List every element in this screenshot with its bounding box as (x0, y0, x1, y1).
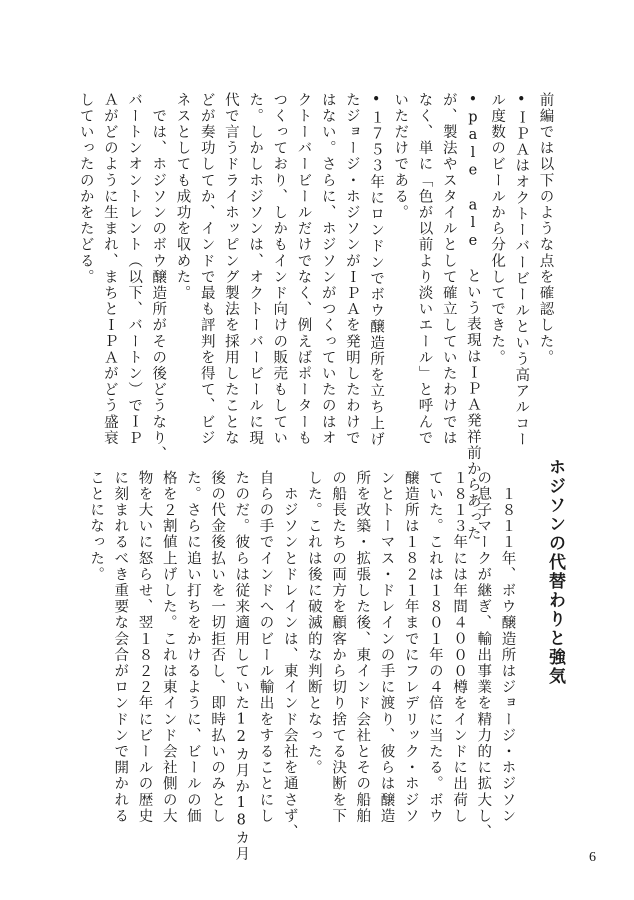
text-line: していったのかをたどる。 (77, 92, 94, 286)
text-line: 自らの手でインドへのビール輸出をすることにし (257, 470, 274, 825)
text-line: •ＩＰＡはオクトーバービールという高アルコー (513, 92, 530, 448)
text-line: ていた。これは１８０１年の４倍に当たる。ボウ (426, 470, 443, 825)
text-line: 物を大いに怒らせ、翌１８２２年にビールの歴史 (136, 470, 153, 825)
text-line: 所を改築・拡張した後、東インド会社とその船舶 (354, 470, 371, 825)
text-line: 格を２割値上げした。これは東インド会社側の大 (160, 470, 177, 825)
page-number: 6 (589, 850, 596, 865)
text-line: １８１３年には年間４０００樽をインドに出荷し (451, 470, 468, 825)
text-line: なく、単に「色が以前より淡いエール」と呼んで (416, 92, 433, 447)
text-line: たジョージ・ホジソンがＩＰＡを発明したわけで (343, 92, 360, 447)
text-line: ホジソンとドレインは、東インド会社を通さず、 (281, 470, 298, 841)
text-line: た。しかしホジソンは、オクトーバービールに現 (247, 92, 264, 447)
text-line: Ａがどのように生まれ、まちとＩＰＡがどう盛衰 (101, 92, 118, 447)
text-line: •pale ale という表現はＩＰＡ発祥前からあった (464, 92, 481, 542)
text-line: １８１１年、ボウ醸造所はジョージ・ホジソン (499, 470, 516, 825)
text-line: では、ホジソンのボウ醸造所がその後どうなり、 (150, 92, 167, 463)
text-line: クトーバービールだけでなく、例えばポーターも (295, 92, 312, 447)
section-heading: ホジソンの代替わりと強気 (545, 458, 565, 686)
text-line: 前編では以下のような点を確認した。 (537, 92, 554, 366)
text-line: はない。さらに、ホジソンがつくっていたのはオ (319, 92, 336, 447)
text-line: ネスとしても成功を収めた。 (174, 92, 191, 302)
text-line: 醸造所は１８２１年までにフレデリック・ホジソ (402, 470, 419, 825)
text-line: どが奏功してか、インドで最も評判を得て、ビジ (198, 92, 215, 447)
text-line: たのだ。彼らは従来適用していた12カ月か18カ月 (233, 470, 250, 863)
text-line: た。さらに追い打ちをかけるように、ビールの価 (184, 470, 201, 825)
text-line: 後の代金後払いを一切拒否し、即時払いのみとし (209, 470, 226, 825)
text-line: つくっており、しかもインド向けの販売もしてい (271, 92, 288, 447)
text-line: が、製法やスタイルとして確立していたわけでは (440, 92, 457, 447)
text-line: 代で言うドライホッピング製法を採用したことな (222, 92, 239, 447)
text-line: ンとトーマス・ドレインの手に渡り、彼らは醸造 (378, 470, 395, 825)
text-line: ことになった。 (88, 470, 105, 583)
text-line: の息子マークが継ぎ、輸出事業を精力的に拡大し、 (475, 470, 492, 841)
text-line: いただけである。 (392, 92, 409, 221)
text-line: した。これは後に破滅的な判断となった。 (305, 470, 322, 776)
text-line: ル度数のビールから分化してできた。 (489, 92, 506, 366)
text-line: に刻まれるべき重要な会合がロンドンで開かれる (112, 470, 129, 825)
text-line: の船長たちの両方を顧客から切り捨てる決断を下 (330, 470, 347, 825)
text-line: バートンオントレント（以下、バートン）でＩＰ (126, 92, 143, 447)
text-line: •１７５３年にロンドンでボウ醸造所を立ち上げ (368, 92, 385, 448)
